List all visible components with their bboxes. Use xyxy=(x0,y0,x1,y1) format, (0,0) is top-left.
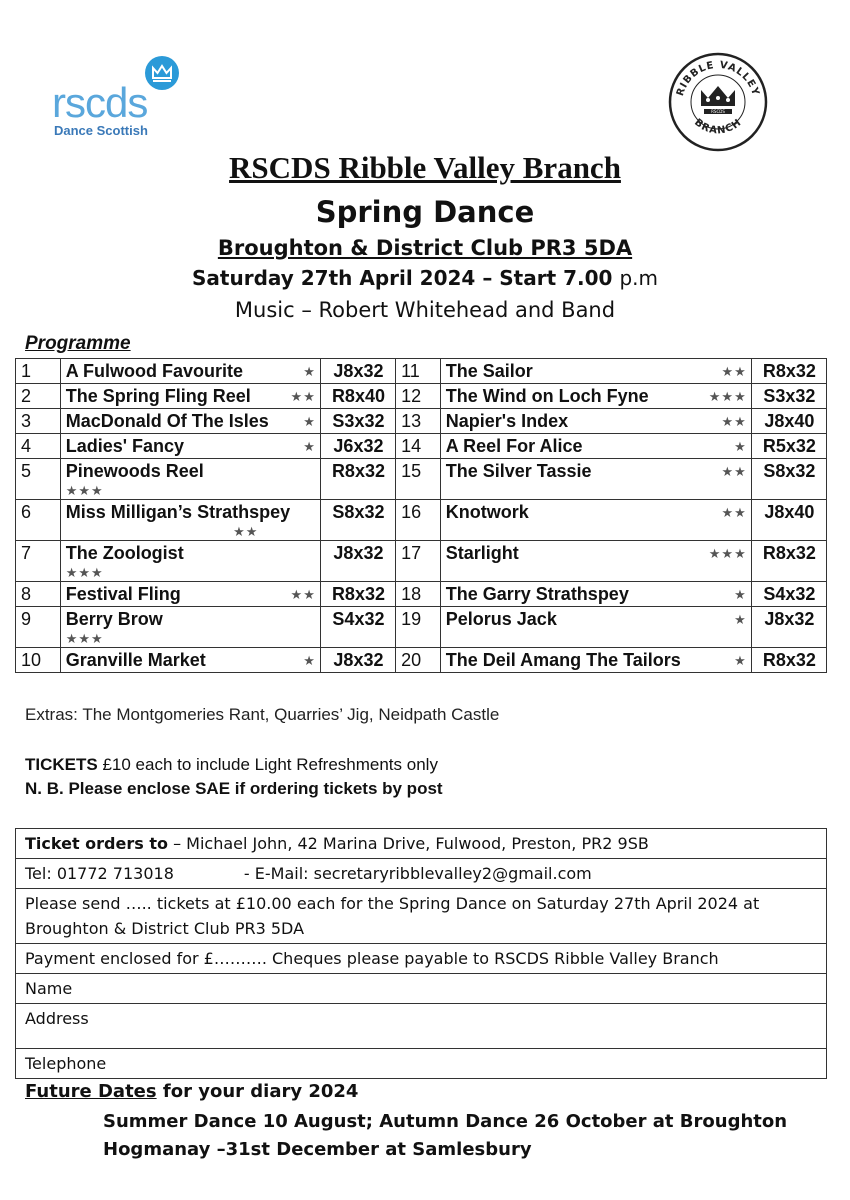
future-dates-heading xyxy=(25,1081,358,1102)
dance-number: 5 xyxy=(16,459,61,500)
dance-number: 1 xyxy=(16,359,61,384)
telephone-field: Telephone xyxy=(25,1054,107,1073)
send-tickets-row: Please send ….. tickets at £10.00 each for the Spring Dance on Saturday 27th April 2024 at Broughton & District Club PR3 5DA xyxy=(16,889,826,944)
dance-name: A Reel For Alice xyxy=(445,436,583,456)
dance-name: Pinewoods Reel xyxy=(65,461,204,481)
dance-name-cell xyxy=(440,582,751,607)
name-field: Name xyxy=(16,974,826,1004)
dance-number: 17 xyxy=(396,541,441,582)
dance-name: Festival Fling xyxy=(65,584,181,604)
dance-name-cell xyxy=(60,541,320,582)
dance-number: 6 xyxy=(16,500,61,541)
dance-code: S4x32 xyxy=(751,582,826,607)
dance-name: The Wind on Loch Fyne xyxy=(445,386,649,406)
dance-name: MacDonald Of The Isles xyxy=(65,411,269,431)
dance-name-cell xyxy=(440,359,751,384)
svg-text:RSCDS: RSCDS xyxy=(711,109,725,114)
dance-code: J8x32 xyxy=(751,607,826,648)
dance-name: The Zoologist xyxy=(65,543,184,563)
dance-name-cell xyxy=(440,648,751,673)
difficulty-stars: ★ xyxy=(734,587,747,602)
difficulty-stars: ★★ xyxy=(290,389,316,404)
dance-number: 7 xyxy=(16,541,61,582)
table-row xyxy=(16,359,827,384)
dance-code: J6x32 xyxy=(320,434,395,459)
table-row xyxy=(16,582,827,607)
dance-number: 11 xyxy=(396,359,441,384)
dance-name-cell xyxy=(60,648,320,673)
dance-name: Starlight xyxy=(445,543,519,563)
dance-name-cell xyxy=(440,409,751,434)
difficulty-stars: ★★ xyxy=(721,414,747,429)
branch-title: RSCDS Ribble Valley Branch xyxy=(229,150,621,185)
dance-number: 9 xyxy=(16,607,61,648)
dance-name: The Silver Tassie xyxy=(445,461,592,481)
difficulty-stars: ★ xyxy=(734,653,747,668)
difficulty-stars: ★★★ xyxy=(708,389,747,404)
tickets-label: TICKETS xyxy=(25,755,98,774)
contact-row xyxy=(16,859,826,889)
dance-name: Berry Brow xyxy=(65,609,163,629)
dance-code: R8x32 xyxy=(751,359,826,384)
table-row xyxy=(16,500,827,541)
crown-icon xyxy=(145,56,179,90)
dance-code: S8x32 xyxy=(320,500,395,541)
dance-name-cell xyxy=(440,541,751,582)
table-row xyxy=(16,384,827,409)
svg-text:RIBBLE VALLEY: RIBBLE VALLEY xyxy=(674,59,762,98)
dance-code: J8x32 xyxy=(320,359,395,384)
dance-code: R8x32 xyxy=(320,582,395,607)
event-title: Spring Dance xyxy=(315,195,535,229)
dance-code: R8x32 xyxy=(320,459,395,500)
dance-name-cell xyxy=(440,384,751,409)
table-row xyxy=(16,607,827,648)
dance-number: 18 xyxy=(396,582,441,607)
dance-name: Miss Milligan’s Strathspey xyxy=(65,502,291,522)
difficulty-stars: ★★ xyxy=(721,364,747,379)
dance-number: 15 xyxy=(396,459,441,500)
music-line: Music – Robert Whitehead and Band xyxy=(234,298,616,322)
dance-code: J8x32 xyxy=(320,541,395,582)
dance-name: Granville Market xyxy=(65,650,206,670)
difficulty-stars: ★★★ xyxy=(65,631,104,646)
logo-wordmark: rscds xyxy=(52,79,148,126)
svg-text:BRANCH: BRANCH xyxy=(692,117,744,137)
orders-label: Ticket orders to xyxy=(25,834,168,853)
difficulty-stars: ★★★ xyxy=(708,546,747,561)
dance-code: J8x40 xyxy=(751,409,826,434)
dance-name-cell xyxy=(60,607,320,648)
dance-name-cell xyxy=(60,582,320,607)
difficulty-stars: ★ xyxy=(303,414,316,429)
dance-number: 12 xyxy=(396,384,441,409)
difficulty-stars: ★★ xyxy=(290,587,316,602)
programme-heading: Programme xyxy=(25,333,131,354)
dance-code: S8x32 xyxy=(751,459,826,500)
dance-name-cell xyxy=(440,434,751,459)
tickets-line xyxy=(25,755,438,775)
dance-name-cell xyxy=(60,500,320,541)
future-dates-rest: for your diary 2024 xyxy=(156,1081,359,1102)
dance-number: 14 xyxy=(396,434,441,459)
difficulty-stars: ★ xyxy=(303,364,316,379)
dance-name-cell xyxy=(60,409,320,434)
future-date-line: Summer Dance 10 August; Autumn Dance 26 October at Broughton xyxy=(103,1111,788,1132)
dance-name: Ladies' Fancy xyxy=(65,436,185,456)
date-line xyxy=(0,266,850,290)
dance-code: R8x40 xyxy=(320,384,395,409)
nb-note: N. B. Please enclose SAE if ordering tickets by post xyxy=(25,779,443,798)
ticket-order-form xyxy=(15,828,827,1079)
orders-to-row xyxy=(16,829,826,859)
dance-number: 20 xyxy=(396,648,441,673)
table-row xyxy=(16,409,827,434)
dance-number: 2 xyxy=(16,384,61,409)
dance-name: The Deil Amang The Tailors xyxy=(445,650,681,670)
dance-name: The Spring Fling Reel xyxy=(65,386,251,406)
dance-name-cell xyxy=(440,500,751,541)
future-dates-label: Future Dates xyxy=(25,1081,157,1102)
difficulty-stars: ★★ xyxy=(233,524,259,539)
dance-number: 10 xyxy=(16,648,61,673)
dance-name: Napier's Index xyxy=(445,411,569,431)
programme-table xyxy=(15,358,827,673)
dance-name-cell xyxy=(60,359,320,384)
dance-code: S4x32 xyxy=(320,607,395,648)
difficulty-stars: ★★ xyxy=(721,464,747,479)
dance-code: R8x32 xyxy=(751,648,826,673)
ribble-valley-branch-logo xyxy=(668,52,768,152)
dance-name-cell xyxy=(440,459,751,500)
dance-name: Pelorus Jack xyxy=(445,609,557,629)
table-row xyxy=(16,648,827,673)
logo-tagline: Dance Scottish xyxy=(54,123,148,138)
table-row xyxy=(16,434,827,459)
difficulty-stars: ★★★ xyxy=(65,483,104,498)
dance-number: 4 xyxy=(16,434,61,459)
dance-number: 16 xyxy=(396,500,441,541)
dance-number: 13 xyxy=(396,409,441,434)
date-suffix: p.m xyxy=(619,266,658,290)
dance-code: J8x32 xyxy=(320,648,395,673)
dance-name-cell xyxy=(60,459,320,500)
difficulty-stars: ★★★ xyxy=(65,565,104,580)
dance-code: R8x32 xyxy=(751,541,826,582)
table-row xyxy=(16,459,827,500)
dance-code: S3x32 xyxy=(751,384,826,409)
date-text: Saturday 27th April 2024 – Start 7.00 xyxy=(192,266,613,290)
orders-address: – Michael John, 42 Marina Drive, Fulwood, Preston, PR2 9SB xyxy=(167,834,649,853)
venue-line: Broughton & District Club PR3 5DA xyxy=(217,236,633,260)
dance-name-cell xyxy=(60,434,320,459)
payment-row: Payment enclosed for £………. Cheques please payable to RSCDS Ribble Valley Branch xyxy=(16,944,826,974)
dance-number: 3 xyxy=(16,409,61,434)
dance-code: J8x40 xyxy=(751,500,826,541)
dance-name-cell xyxy=(440,607,751,648)
telephone-number: Tel: 01772 713018 xyxy=(25,864,174,883)
dance-number: 19 xyxy=(396,607,441,648)
difficulty-stars: ★ xyxy=(734,439,747,454)
dance-code: R5x32 xyxy=(751,434,826,459)
dance-number: 8 xyxy=(16,582,61,607)
rscds-logo xyxy=(48,56,188,146)
future-date-line: Hogmanay –31st December at Samlesbury xyxy=(103,1139,532,1160)
dance-name-cell xyxy=(60,384,320,409)
dance-code: S3x32 xyxy=(320,409,395,434)
address-field: Address xyxy=(16,1004,826,1049)
difficulty-stars: ★ xyxy=(734,612,747,627)
extras-line: Extras: The Montgomeries Rant, Quarries’ Jig, Neidpath Castle xyxy=(25,705,500,724)
difficulty-stars: ★ xyxy=(303,439,316,454)
table-row xyxy=(16,541,827,582)
dance-name: The Sailor xyxy=(445,361,533,381)
dance-name: A Fulwood Favourite xyxy=(65,361,244,381)
difficulty-stars: ★ xyxy=(303,653,316,668)
difficulty-stars: ★★ xyxy=(721,505,747,520)
dance-name: The Garry Strathspey xyxy=(445,584,629,604)
tickets-text: £10 each to include Light Refreshments only xyxy=(97,755,438,774)
dance-name: Knotwork xyxy=(445,502,529,522)
email-address: - E-Mail: secretaryribblevalley2@gmail.com xyxy=(243,864,592,883)
